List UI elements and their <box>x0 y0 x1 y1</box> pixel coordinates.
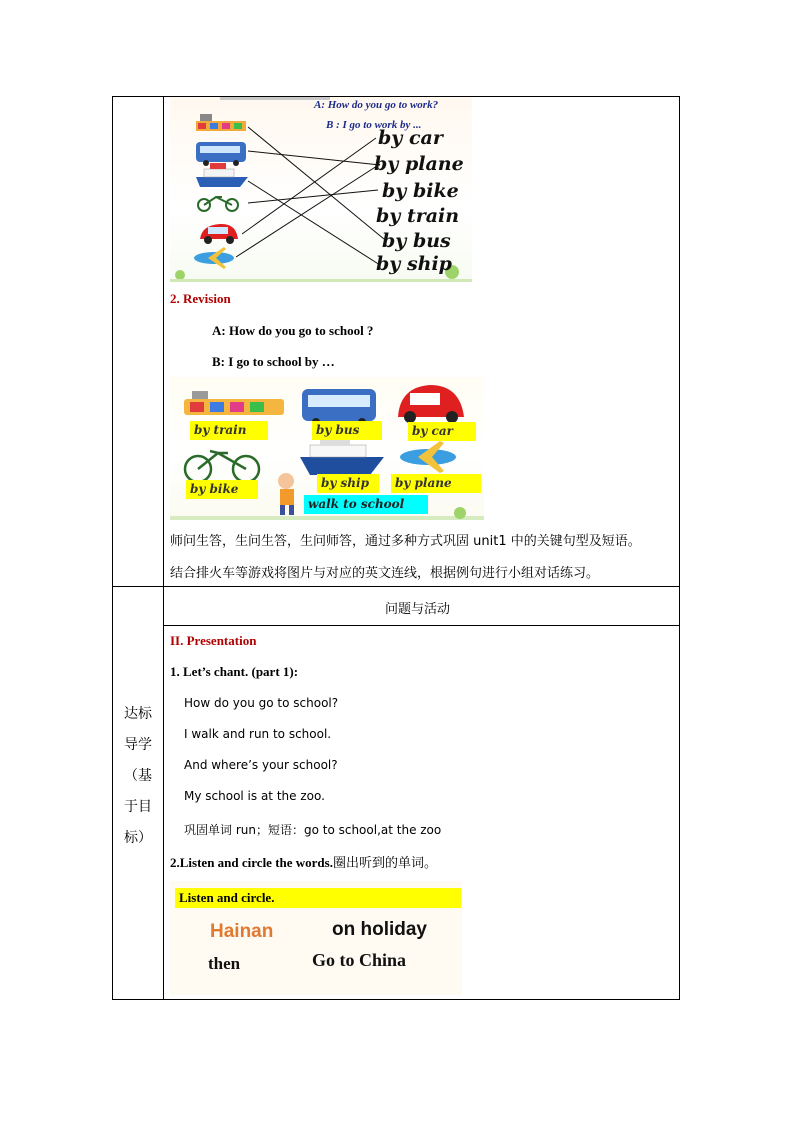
review-line: 巩固单词 run；短语：go to school,at the zoo <box>184 823 442 837</box>
transport-image <box>170 377 484 520</box>
revision-line-b: B: I go to school by … <box>212 354 335 369</box>
label-by-car: by car <box>408 422 476 441</box>
option-by-bike: by bike <box>382 180 459 202</box>
revision-heading: 2. Revision <box>170 291 231 306</box>
chant-line-2: I walk and run to school. <box>184 727 332 741</box>
bike-icon <box>185 451 259 482</box>
option-by-bus: by bus <box>382 230 451 252</box>
car-icon <box>200 224 238 244</box>
car-icon <box>398 385 464 423</box>
train-icon <box>196 114 246 131</box>
section-header: 问题与活动 <box>385 602 451 617</box>
option-by-train: by train <box>376 205 460 227</box>
chant-line-3: And where’s your school? <box>184 758 338 772</box>
match-answer: B : I go to work by ... <box>326 119 422 131</box>
word-hainan: Hainan <box>210 921 274 942</box>
label-by-plane: by plane <box>391 474 481 493</box>
plane-icon <box>400 441 456 473</box>
chant-line-4: My school is at the zoo. <box>184 789 325 803</box>
option-by-car: by car <box>378 127 443 149</box>
match-question: A: How do you go to work? <box>314 99 439 111</box>
chant-heading: 1. Let’s chant. (part 1): <box>170 664 299 679</box>
header-divider <box>164 625 680 626</box>
note-line-2: 结合排火车等游戏将图片与对应的英文连线，根据例句进行小组对话练习。 <box>170 566 600 581</box>
row-divider <box>113 586 679 587</box>
column-divider <box>163 97 164 999</box>
train-icon <box>184 391 284 415</box>
listen-image <box>170 881 462 995</box>
label-by-bus: by bus <box>312 421 382 440</box>
word-on-holiday: on holiday <box>332 919 427 940</box>
matching-image <box>170 97 472 282</box>
listen-heading: 2.Listen and circle the words.圈出听到的单词。 <box>170 855 437 871</box>
bus-icon <box>196 142 246 166</box>
option-by-ship: by ship <box>376 253 452 275</box>
presentation-heading: II. Presentation <box>170 633 257 648</box>
revision-line-a: A: How do you go to school ? <box>212 323 374 338</box>
match-lines <box>236 127 384 265</box>
ship-icon <box>300 437 384 475</box>
label-by-ship: by ship <box>317 474 379 493</box>
label-by-train: by train <box>190 421 268 440</box>
child-icon <box>278 473 294 515</box>
chant-line-1: How do you go to school? <box>184 696 339 710</box>
word-then: then <box>208 954 241 973</box>
ship-icon <box>196 163 248 187</box>
word-go-to-china: Go to China <box>312 950 407 970</box>
bike-icon <box>198 197 238 211</box>
row-label: 达标 导学 （基 于目 标） <box>124 706 152 846</box>
option-by-plane: by plane <box>374 153 464 175</box>
label-walk-to-school: walk to school <box>304 495 428 514</box>
listen-title: Listen and circle. <box>179 890 275 905</box>
plane-icon <box>194 247 234 269</box>
label-by-bike: by bike <box>186 480 258 499</box>
note-line-1: 师问生答，生问生答，生问师答，通过多种方式巩固 unit1 中的关键句型及短语。 <box>170 534 641 549</box>
